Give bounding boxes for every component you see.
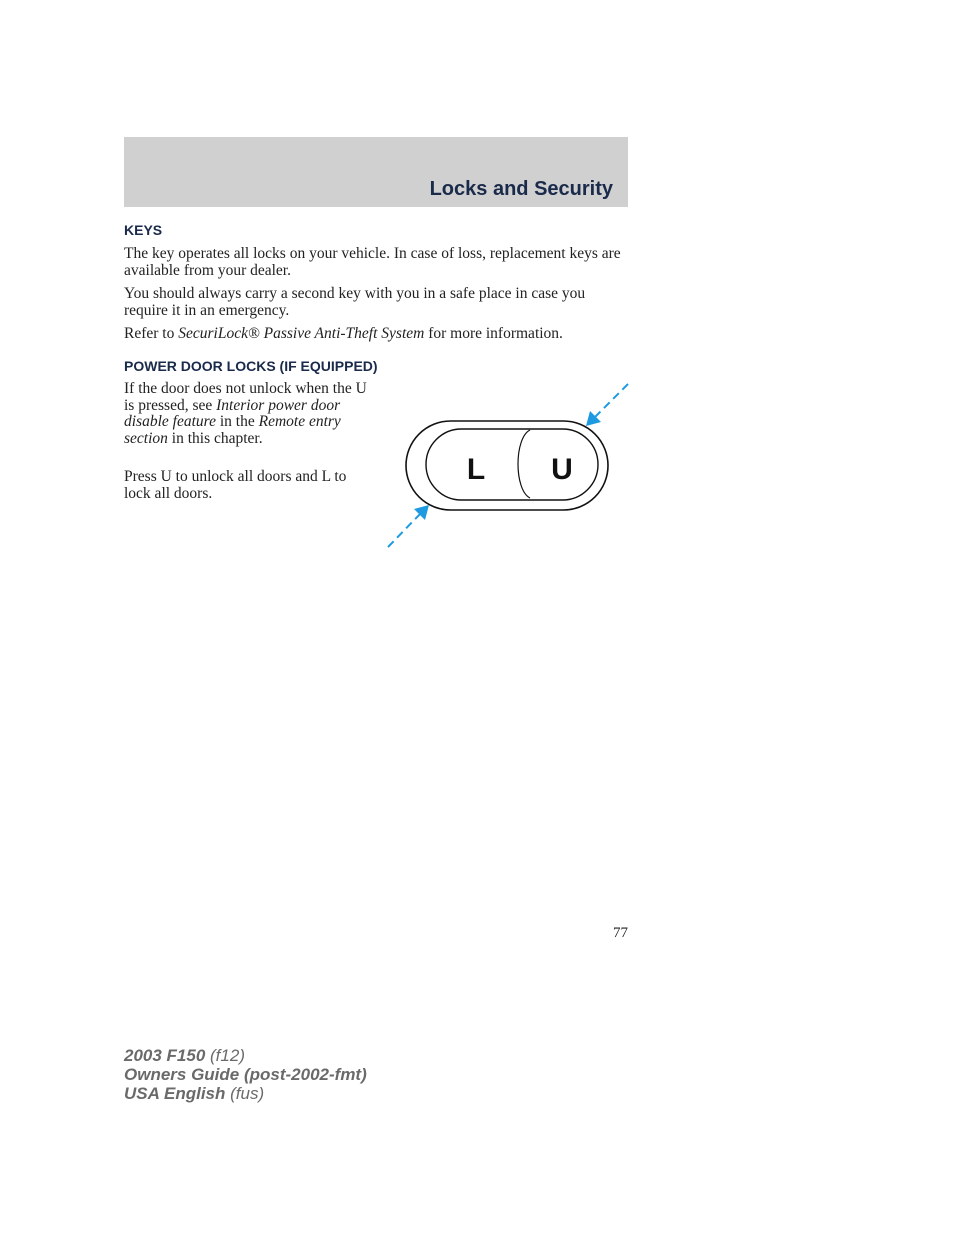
power-locks-p1-text-c: in the <box>215 413 259 430</box>
footer-model: 2003 F150 <box>124 1046 206 1065</box>
power-locks-p1-text-e: in this chapter. <box>167 429 263 447</box>
lock-indicator-arrow <box>388 505 429 547</box>
interior-disable-reference: Interior power door disable feature <box>124 396 341 430</box>
keys-paragraph-2: You should always carry a second key with you in a safe place in case you require it in an emergency. <box>124 285 586 319</box>
securilock-reference: SecuriLock® Passive Anti-Theft System <box>178 325 425 342</box>
footer-line-2 <box>124 1065 367 1084</box>
footer-guide: Owners Guide (post-2002-fmt) <box>124 1065 367 1084</box>
lock-label: L <box>466 453 486 486</box>
footer-model-code: (f12) <box>205 1046 245 1065</box>
section-title: Locks and Security <box>429 178 613 200</box>
power-locks-paragraph-2: Press U to unlock all doors and L to lock all doors. <box>124 468 347 502</box>
footer-line-3 <box>124 1084 367 1103</box>
power-lock-switch-diagram <box>380 378 630 550</box>
power-locks-p1-text-a: If the door does not unlock when the U is pressed, see <box>124 380 367 414</box>
keys-paragraph-3 <box>124 326 634 343</box>
keys-p3-text-end: for more information. <box>424 325 563 342</box>
unlock-label: U <box>551 453 573 486</box>
page-number: 77 <box>613 925 628 941</box>
keys-p3-text: Refer to <box>124 325 179 342</box>
section-header-band <box>124 137 628 207</box>
power-locks-paragraph-1 <box>124 381 374 447</box>
document-footer <box>124 1046 367 1103</box>
footer-line-1 <box>124 1046 367 1065</box>
remote-entry-reference: Remote entry section <box>124 413 341 447</box>
footer-language: USA English <box>124 1084 226 1103</box>
keys-heading: KEYS <box>124 222 163 238</box>
footer-language-code: (fus) <box>225 1084 265 1103</box>
keys-paragraph-1: The key operates all locks on your vehicle. In case of loss, replacement keys are available from your dealer. <box>124 245 621 279</box>
power-door-locks-heading: POWER DOOR LOCKS (IF EQUIPPED) <box>124 358 378 374</box>
unlock-indicator-arrow <box>586 384 628 426</box>
